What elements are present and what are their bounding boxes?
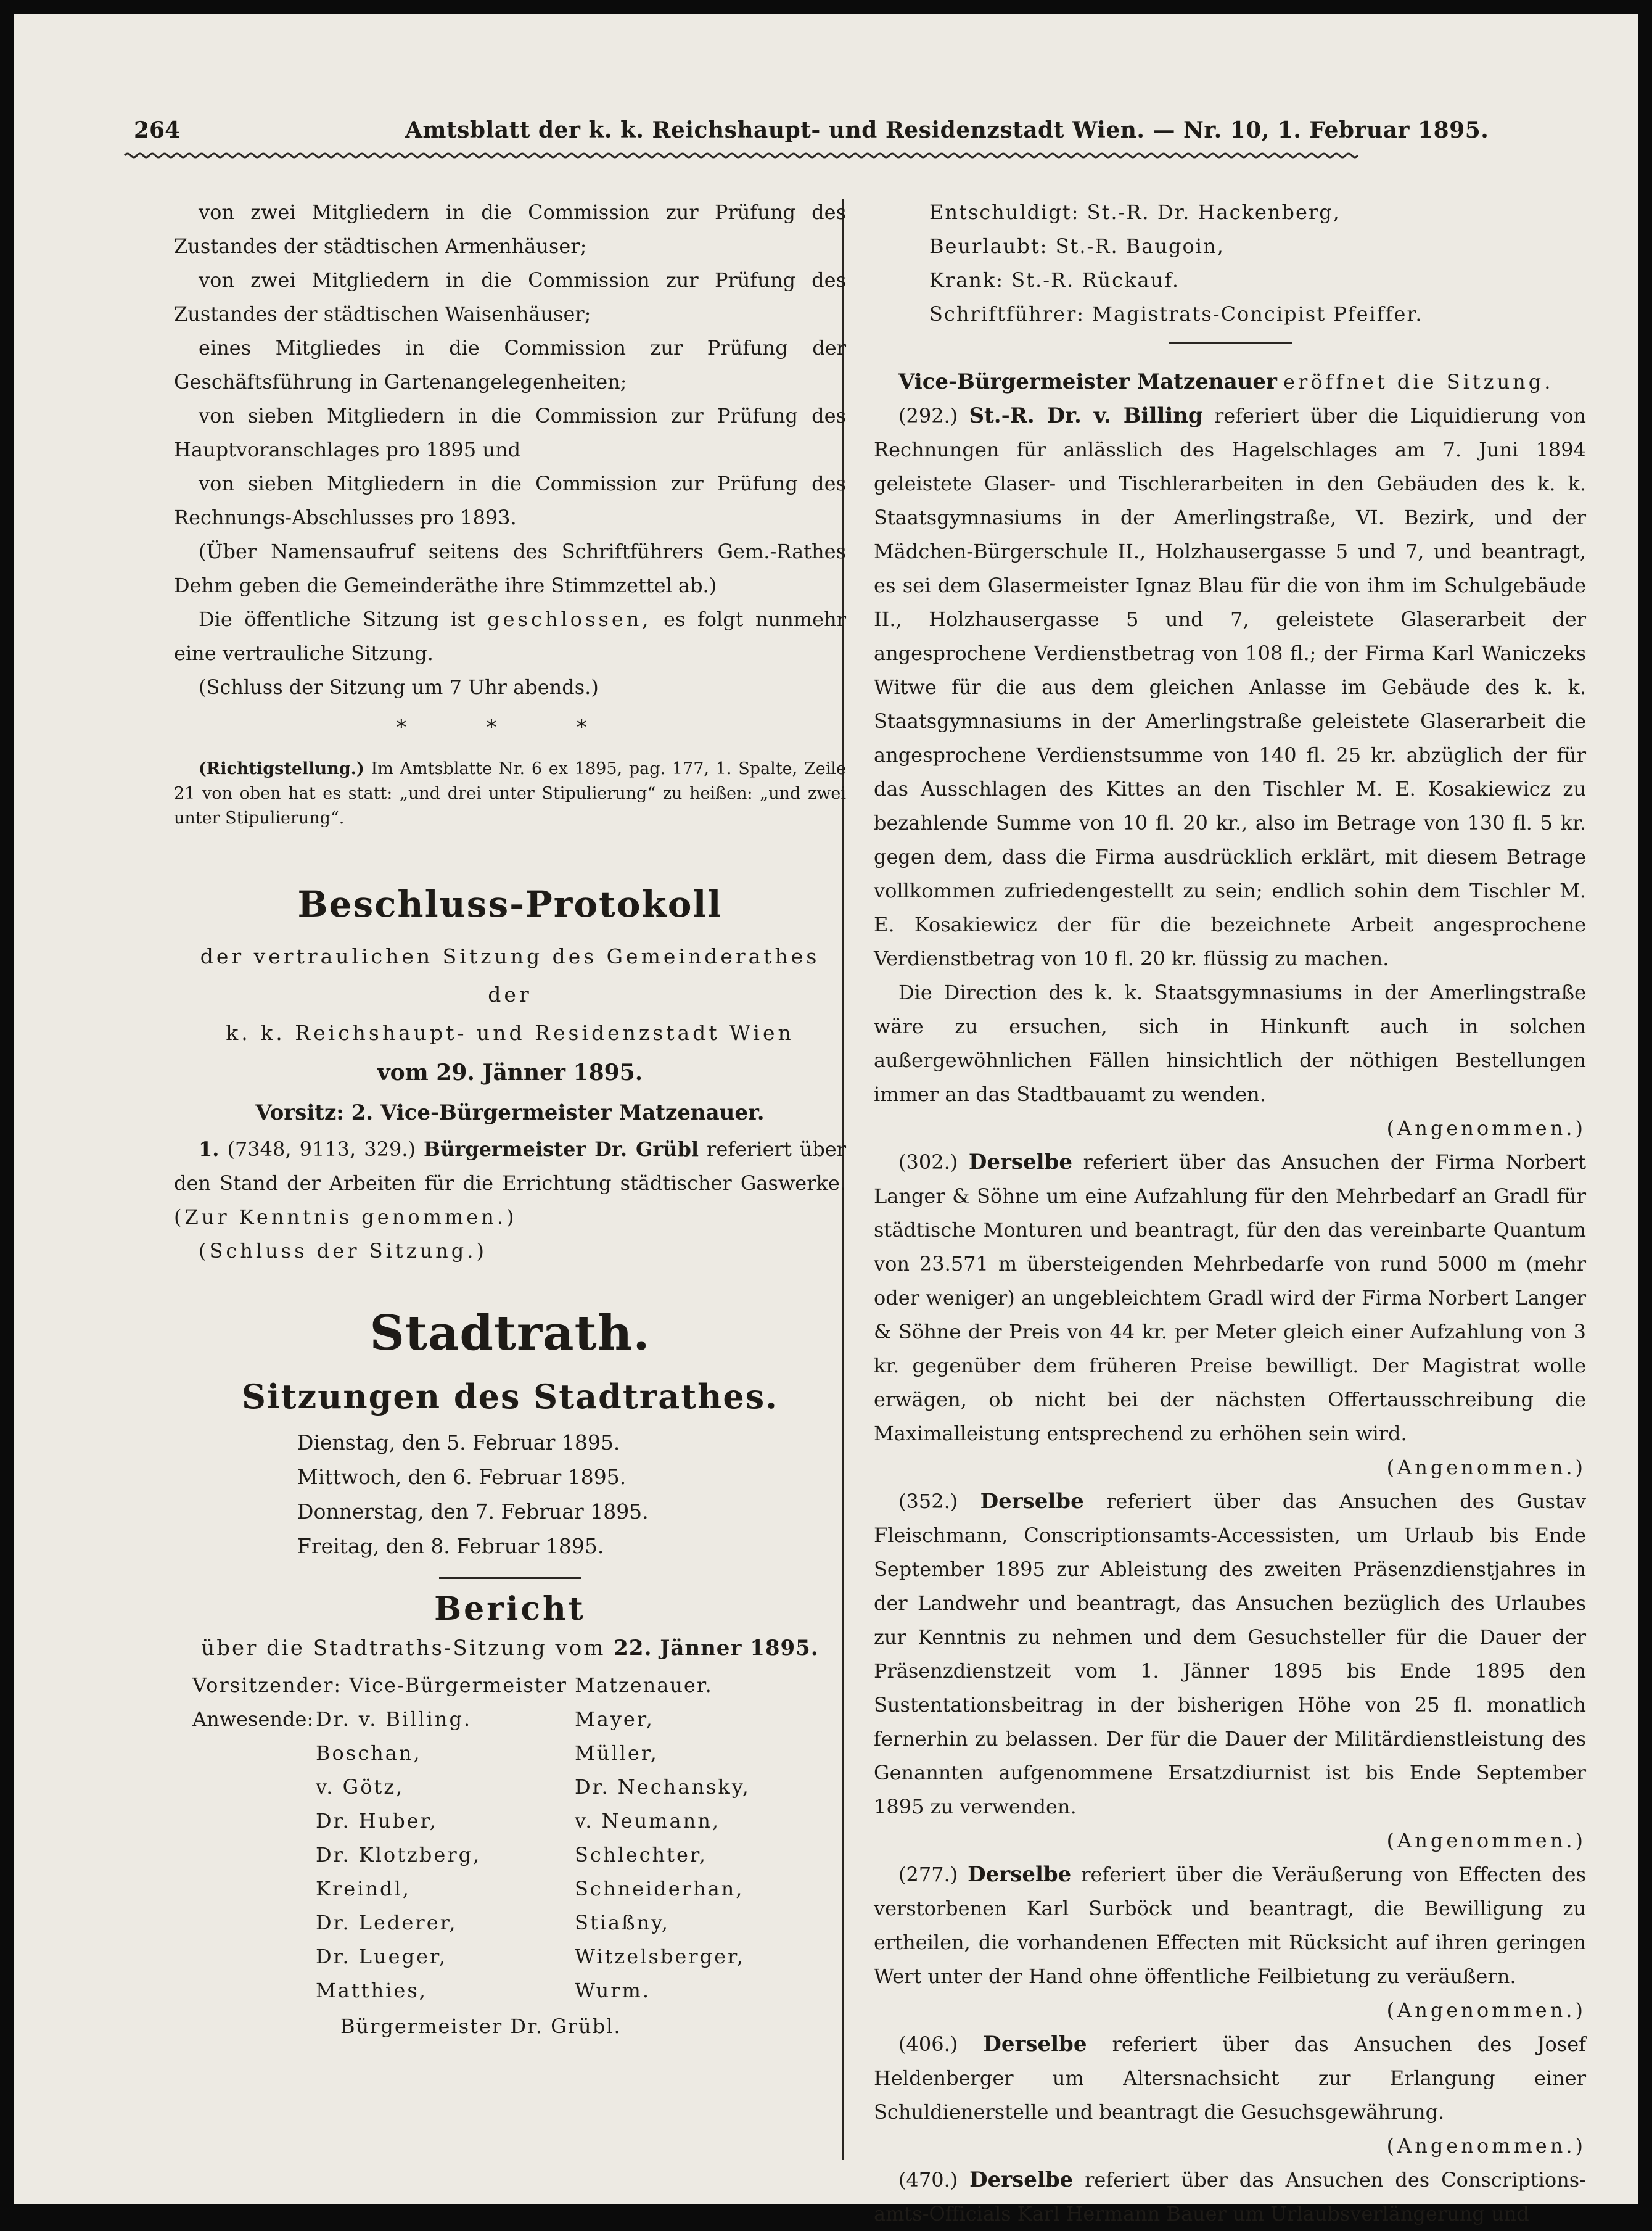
- item-292-result: (Angenommen.): [1386, 1116, 1586, 1140]
- item-302-result: (Angenommen.): [1386, 1456, 1586, 1479]
- attendee: Mayer,: [575, 1707, 654, 1731]
- attendee: Stiaßny,: [575, 1911, 670, 1934]
- date-4: Freitag, den 8. Februar 1895.: [297, 1534, 604, 1558]
- item-292-direction: Die Direction des k. k. Staatsgymnasiums in der Amerlingstraße wäre zu ersuchen, sich in Hinkunft auch in solchen außergewöhnlichen Fällen hinsichtlich der nöthigen Bestellungen immer an das Stadtbauamt zu wenden.: [874, 981, 1586, 1106]
- attendee: v. Götz,: [316, 1775, 405, 1799]
- opening-speaker: Vice-Bürgermeister Matzenauer: [898, 369, 1277, 394]
- session-closed: Die öffentliche Sitzung ist geschlossen, es folgt nunmehr eine vertrauliche Sitzung.: [174, 608, 847, 665]
- page-header: [134, 117, 1489, 154]
- attendee: Dr. v. Billing.: [316, 1707, 472, 1731]
- correction-label: (Richtigstellung.): [199, 759, 364, 778]
- attendee: Boschan,: [316, 1741, 422, 1765]
- attendee: Matthies,: [316, 1979, 427, 2002]
- attendees-col-2: [575, 1702, 750, 2008]
- item-302: (302.) Derselbe referiert über das Ansuchen der Firma Norbert Langer & Söhne um eine Aufzahlung für den Mehrbedarf an Gradl für städtische Monturen und beantragt, für den das vereinbarte Quantum von 23.571 m übersteigenden Mehrbedarfe von rund 5000 m (mehr oder weniger) an ungebleichtem Gradl wird der Firma Norbert Langer & Söhne der Preis von 44 kr. per Meter gleich einer Aufzahlung von 3 kr. gegenüber dem früheren Preise bewilligt. Der Magistrat wolle erwägen, ob nicht bei der nächsten Offertausschreibung die Maximalleistung entsprechend zu erhöhen sein wird.: [874, 1150, 1587, 1445]
- attendee: Dr. Lederer,: [316, 1911, 458, 1934]
- bericht-title: Bericht: [434, 1590, 586, 1628]
- asterisks: * * *: [396, 715, 624, 739]
- date-1: Dienstag, den 5. Februar 1895.: [297, 1430, 620, 1454]
- item-speaker: Derselbe: [968, 1150, 1072, 1174]
- attendee: Dr. Nechansky,: [575, 1775, 750, 1799]
- attendee: Schneiderhan,: [575, 1877, 744, 1900]
- session-end-note: (Schluss der Sitzung um 7 Uhr abends.): [199, 675, 599, 699]
- item-292: (292.) St.-R. Dr. v. Billing referiert über die Liquidierung von Rechnungen für anlässlich des Hagelschlages am 7. Juni 1894 geleistete Glaser- und Tischlerarbeiten in den Gebäuden des k. k. Staatsgymnasiums in der Amerlingstraße, VI. Bezirk, und der Mädchen-Bürgerschule II., Holzhausergasse 5 und 7, und beantragt, es sei dem Glasermeister Ignaz Blau für die von ihm im Schulgebäude II., Holzhausergasse 5 und 7, geleistete Glaserarbeit der angesprochene Verdienstbetrag von 108 fl.; der Firma Karl Waniczeks Witwe für die aus dem gleichen Anlasse im Gebäude des k. k. Staatsgymnasiums in der Amerlingstraße geleistete Glaserarbeit die angesprochene Verdienstsumme von 140 fl. 25 kr. abzüglich der für das Ausschlagen des Kittes an den Tischler M. E. Kosakiewicz zu bezahlende Summe von 10 fl. 20 kr., also im Betrage von 130 fl. 5 kr. gegen dem, dass die Firma ausdrücklich erklärt, mit diesem Betrage vollkommen zufriedengestellt zu sein; endlich sohin dem Tischler M. E. Kosakiewicz der für die bezeichnete Arbeit angesprochene Verdienstbetrag von 10 fl. 20 kr. flüssig zu machen.: [874, 403, 1586, 970]
- attendee: Dr. Klotzberg,: [316, 1843, 482, 1866]
- entschuldigt: Entschuldigt: St.-R. Dr. Hackenberg,: [929, 200, 1341, 224]
- item-speaker: Derselbe: [968, 1862, 1072, 1887]
- wavy-rule: [125, 151, 1358, 160]
- item-406-result: (Angenommen.): [1386, 2134, 1586, 2158]
- page-number: 264: [134, 117, 181, 143]
- item-406: (406.) Derselbe referiert über das Ansuchen des Josef Heldenberger um Altersnachsicht zur Erlangung einer Schuldienerstelle und beantragt die Gesuchsgewährung.: [874, 2032, 1587, 2124]
- opening: Vice-Bürgermeister Matzenauer eröffnet die Sitzung.: [898, 369, 1554, 394]
- buergermeister: Bürgermeister Dr. Grübl.: [340, 2014, 622, 2038]
- date-3: Donnerstag, den 7. Februar 1895.: [297, 1499, 649, 1524]
- commission-line-3: eines Mitgliedes in die Commission zur Prüfung der Geschäftsführung in Gartenangelegenheiten;: [174, 336, 846, 394]
- item-352: (352.) Derselbe referiert über das Ansuchen des Gustav Fleischmann, Conscriptionsamts-Accessisten, um Urlaub bis Ende September 1895 zur Ableistung des zweiten Präsenzdienstjahres in der Landwehr und beantragt, das Ansuchen bezüglich des Urlaubes zur Kenntnis zu nehmen und dem Gesuchsteller für die Dauer der Präsenzdienstzeit vom 1. Jänner 1895 bis Ende 1895 den Sustentationsbeitrag in der bisherigen Höhe von 25 fl. monatlich fernerhin zu belassen. Der für die Dauer der Militärdienstleistung des Genannten aufgenommene Ersatzdiurnist ist bis Ende September 1895 zu verwenden.: [874, 1489, 1587, 1818]
- item-speaker: Derselbe: [983, 2032, 1087, 2056]
- commission-line-4: von sieben Mitgliedern in die Commission zur Prüfung des Hauptvoranschlages pro 1895 und: [174, 404, 846, 461]
- item-speaker: Derselbe: [969, 2167, 1074, 2192]
- right-column: [874, 196, 1586, 2231]
- attendees-roster: [174, 1702, 846, 2011]
- item-1: 1. (7348, 9113, 329.) Bürgermeister Dr. Grübl referiert über den Stand der Arbeiten für die Errichtung städtischer Gaswerke. (Zur Kenntnis genommen.): [174, 1137, 847, 1229]
- item-277-result: (Angenommen.): [1386, 1998, 1586, 2022]
- beschluss-line-1: der vertraulichen Sitzung des Gemeinderathes der: [200, 944, 820, 1007]
- date-2: Mittwoch, den 6. Februar 1895.: [297, 1465, 627, 1489]
- schriftfuehrer: Schriftführer: Magistrats-Concipist Pfeiffer.: [929, 302, 1423, 326]
- left-column: [174, 196, 846, 2043]
- attendee: Müller,: [575, 1741, 659, 1765]
- attendee: Wurm.: [575, 1979, 651, 2002]
- item-352-result: (Angenommen.): [1386, 1829, 1586, 1852]
- beschluss-date: vom 29. Jänner 1895.: [377, 1060, 643, 1086]
- correction-note: [174, 757, 846, 831]
- attendance-block: [874, 196, 1586, 331]
- sitzungen-title: Sitzungen des Stadtrathes.: [242, 1377, 778, 1416]
- item-470: (470.) Derselbe referiert über das Ansuchen des Conscriptions-amts-Officials Karl Hermann Bauer um Urlaubsverlängerung und: [874, 2167, 1587, 2225]
- attendee: Dr. Lueger,: [316, 1945, 447, 1968]
- anwesende-label: Anwesende:: [192, 1707, 314, 1731]
- attendee: Schlechter,: [575, 1843, 707, 1866]
- correction-text: Im Amtsblatte Nr. 6 ex 1895, pag. 177, 1. Spalte, Zeile 21 von oben hat es statt: „und drei unter Stipulierung“ zu heißen: „und zwei unter Stipulierung“.: [174, 759, 846, 828]
- item-277: (277.) Derselbe referiert über die Veräußerung von Effecten des verstorbenen Karl Surböck und beantragt, die Bewilligung zu ertheilen, die vorhandenen Effecten mit Rücksicht auf ihren geringen Wert unter der Hand ohne öffentliche Feilbietung zu veräußern.: [874, 1862, 1587, 1988]
- commission-line-1: von zwei Mitgliedern in die Commission zur Prüfung des Zustandes der städtischen Armenhäuser;: [174, 200, 846, 258]
- commission-line-5: von sieben Mitgliedern in die Commission zur Prüfung des Rechnungs-Abschlusses pro 1893.: [174, 472, 846, 529]
- commission-line-2: von zwei Mitgliedern in die Commission zur Prüfung des Zustandes der städtischen Waisenhäuser;: [174, 268, 846, 326]
- running-title: Amtsblatt der k. k. Reichshaupt- und Residenzstadt Wien. — Nr. 10, 1. Februar 1895.: [405, 117, 1489, 143]
- krank: Krank: St.-R. Rückauf.: [929, 268, 1180, 292]
- newspaper-page: [14, 14, 1638, 2225]
- closed-word: geschlossen,: [487, 608, 652, 631]
- item-1-result: (Zur Kenntnis genommen.): [174, 1205, 517, 1229]
- divider-rule: [1169, 342, 1292, 344]
- beurlaubt: Beurlaubt: St.-R. Baugoin,: [929, 234, 1225, 258]
- session-dates: [297, 1425, 846, 1564]
- attendees-col-1: [316, 1702, 481, 2008]
- bericht-subtitle: über die Stadtraths-Sitzung vom 22. Jänner 1895.: [201, 1636, 819, 1660]
- attendee: Kreindl,: [316, 1877, 411, 1900]
- beschluss-title: Beschluss-Protokoll: [297, 883, 723, 925]
- session-end-note-2: (Schluss der Sitzung.): [199, 1239, 487, 1263]
- stadtrath-title: Stadtrath.: [369, 1305, 651, 1361]
- item-speaker: Derselbe: [980, 1489, 1084, 1514]
- item-speaker: St.-R. Dr. v. Billing: [969, 403, 1203, 428]
- namensaufruf: (Über Namensaufruf seitens des Schriftführers Gem.-Rathes Dehm geben die Gemeinderäthe ihre Stimmzettel ab.): [174, 540, 846, 597]
- vorsitzender: Vorsitzender: Vice-Bürgermeister Matzenauer.: [192, 1673, 713, 1697]
- attendee: Dr. Huber,: [316, 1809, 438, 1833]
- attendee: Witzelsberger,: [575, 1945, 745, 1968]
- attendee: v. Neumann,: [575, 1809, 720, 1833]
- beschluss-line-2: k. k. Reichshaupt- und Residenzstadt Wien: [226, 1021, 794, 1045]
- item-1-speaker: Bürgermeister Dr. Grübl: [424, 1137, 699, 1161]
- vorsitz: Vorsitz: 2. Vice-Bürgermeister Matzenauer.: [255, 1100, 765, 1125]
